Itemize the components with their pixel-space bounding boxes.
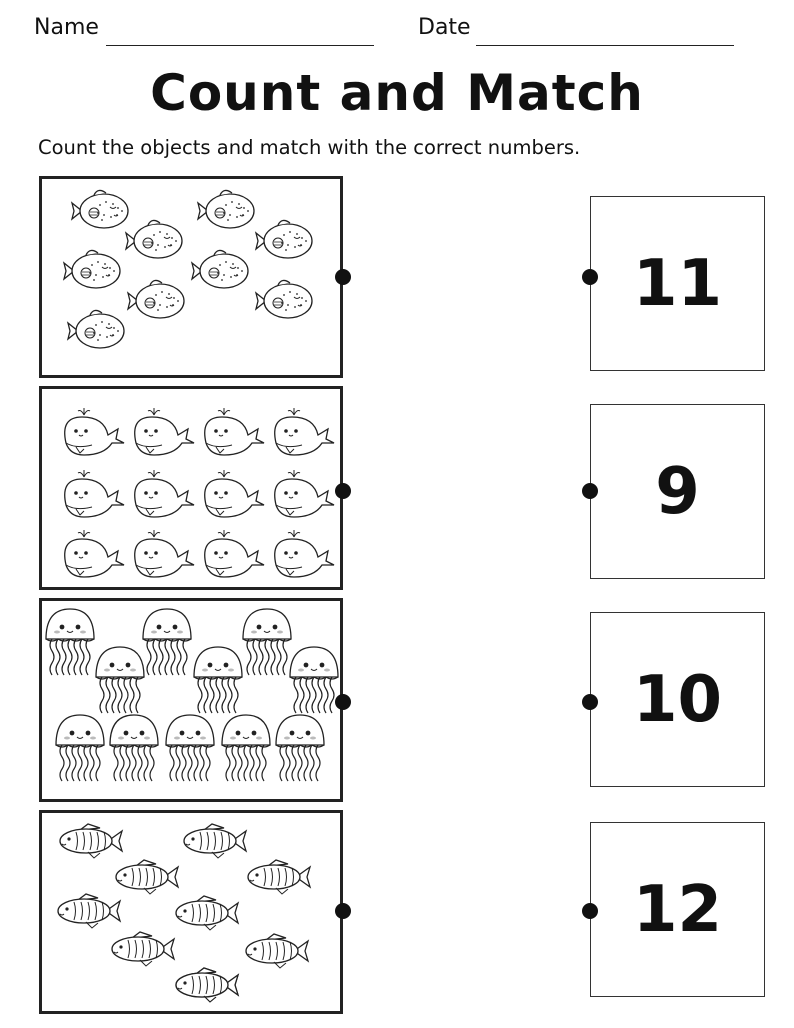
jellyfish-icon [243,609,291,675]
whale-icon [275,530,334,577]
fish-icon [176,968,238,1002]
jellyfish-group [42,601,340,799]
picture-box-fish [39,810,343,1014]
fish-icon [184,824,246,858]
whale-icon [205,408,264,455]
whale-icon [65,470,124,517]
number-label: 11 [632,246,723,321]
match-dot-right-1[interactable] [582,269,598,285]
fish-group [42,813,340,1011]
fish-icon [60,824,122,858]
match-dot-left-4[interactable] [335,903,351,919]
date-label: Date [418,15,471,40]
pufferfish-icon [64,250,120,288]
pufferfish-icon [128,280,184,318]
pufferfish-icon [192,250,248,288]
jellyfish-icon [222,715,270,781]
fish-icon [176,896,238,930]
pufferfish-icon [72,190,128,228]
jellyfish-icon [56,715,104,781]
whale-icon [135,470,194,517]
whale-icon [275,470,334,517]
instructions: Count the objects and match with the correct numbers. [38,136,581,159]
whale-group [42,389,340,587]
whale-icon [65,530,124,577]
jellyfish-icon [96,647,144,713]
jellyfish-icon [143,609,191,675]
page-title: Count and Match [150,64,644,122]
pufferfish-icon [256,220,312,258]
number-label: 9 [655,454,700,529]
jellyfish-icon [276,715,324,781]
match-dot-right-4[interactable] [582,903,598,919]
match-dot-right-2[interactable] [582,483,598,499]
pufferfish-icon [68,310,124,348]
whale-icon [205,530,264,577]
number-box-4 [590,822,765,997]
match-dot-right-3[interactable] [582,694,598,710]
jellyfish-icon [194,647,242,713]
whale-icon [135,530,194,577]
name-label: Name [34,15,99,40]
fish-icon [246,934,308,968]
number-box-3 [590,612,765,787]
whale-icon [65,408,124,455]
picture-box-pufferfish [39,176,343,378]
whale-icon [135,408,194,455]
whale-icon [275,408,334,455]
number-box-2 [590,404,765,579]
fish-icon [248,860,310,894]
pufferfish-icon [256,280,312,318]
whale-icon [205,470,264,517]
number-label: 12 [632,872,723,947]
pufferfish-icon [198,190,254,228]
picture-box-jellyfish [39,598,343,802]
name-line[interactable] [106,45,374,46]
fish-icon [112,932,174,966]
match-dot-left-2[interactable] [335,483,351,499]
number-box-1 [590,196,765,371]
pufferfish-icon [126,220,182,258]
picture-box-whales [39,386,343,590]
number-label: 10 [632,662,723,737]
fish-icon [116,860,178,894]
jellyfish-icon [166,715,214,781]
jellyfish-icon [110,715,158,781]
fish-icon [58,894,120,928]
jellyfish-icon [290,647,338,713]
match-dot-left-3[interactable] [335,694,351,710]
date-line[interactable] [476,45,734,46]
jellyfish-icon [46,609,94,675]
match-dot-left-1[interactable] [335,269,351,285]
pufferfish-group [42,179,340,375]
